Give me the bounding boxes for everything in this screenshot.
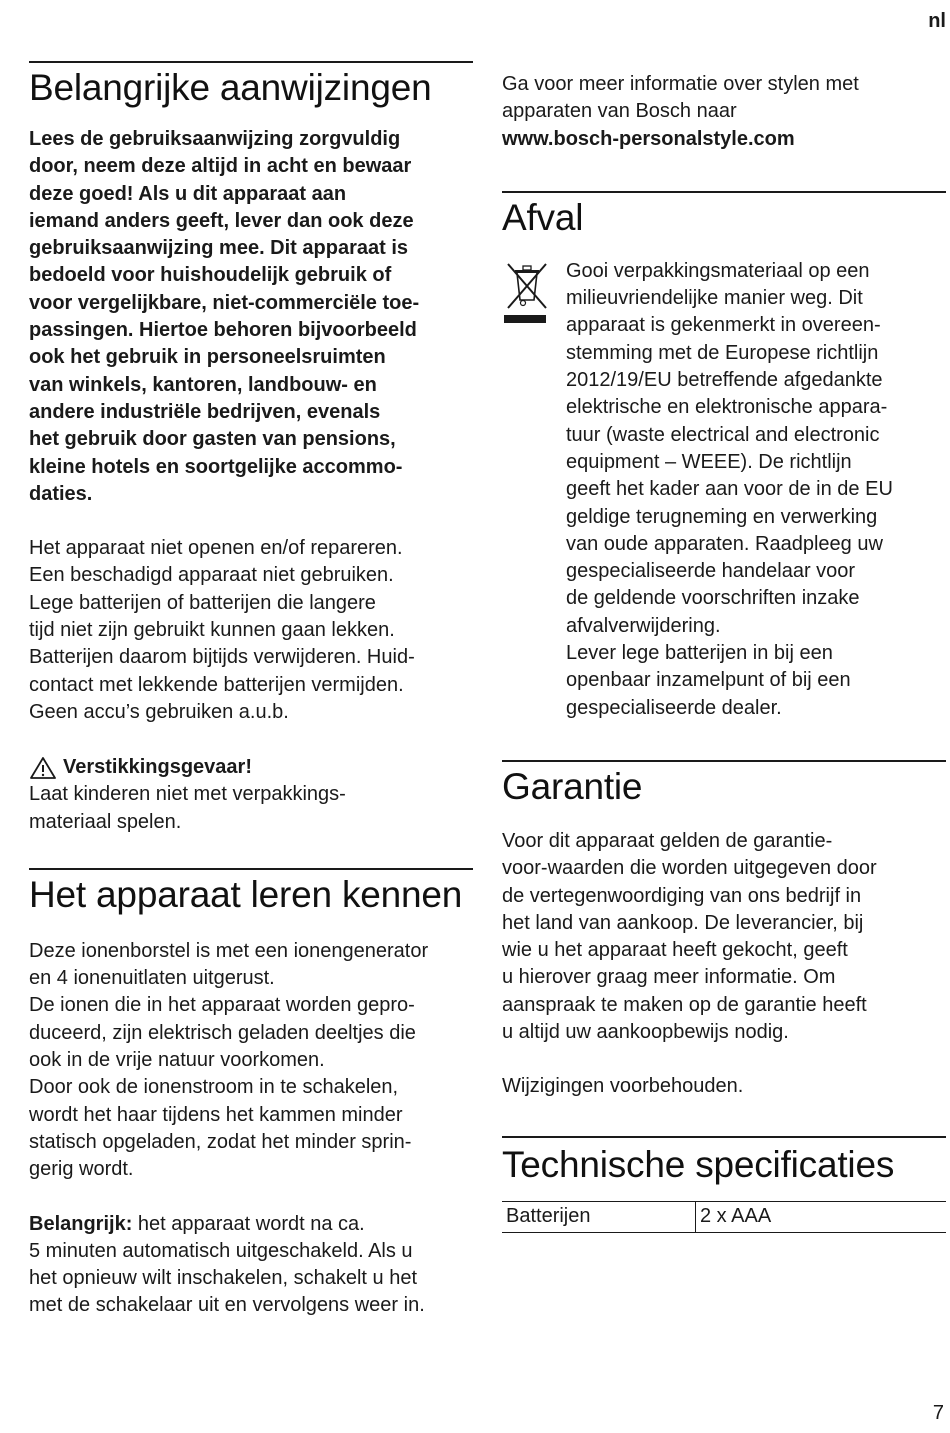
text-line: Geen accu’s gebruiken a.u.b. xyxy=(29,700,289,723)
left-column xyxy=(29,0,473,1320)
table-row xyxy=(502,1201,946,1232)
text-line: milieuvriendelijke manier weg. Dit xyxy=(566,287,863,310)
text-line: het opnieuw wilt inschakelen, schakelt u het xyxy=(29,1267,418,1290)
section-rule xyxy=(502,191,946,193)
right-column xyxy=(502,0,946,1233)
text-line: Deze ionenborstel is met een ionengenerator xyxy=(29,939,429,962)
section-title-afval: Afval xyxy=(502,196,584,238)
text-line: ook het gebruik in personeelsruimten xyxy=(29,346,386,369)
important-text: het apparaat wordt na ca. xyxy=(132,1212,365,1235)
text-line: wordt het haar tijdens het kammen minder xyxy=(29,1103,403,1126)
section-title-get-to-know: Het apparaat leren kennen xyxy=(29,873,463,915)
text-line: daties. xyxy=(29,482,93,505)
text-line: Lege batterijen of batterijen die langere xyxy=(29,591,376,614)
text-line: De ionen die in het apparaat worden gepro- xyxy=(29,994,415,1017)
text-line: wie u het apparaat heeft gekocht, geeft xyxy=(502,939,848,962)
warning-title: Verstikkingsgevaar! xyxy=(63,756,252,779)
text-line: en 4 ionenuitlaten uitgerust. xyxy=(29,967,275,990)
text-line: de geldende voorschriften inzake xyxy=(566,587,860,610)
text-line: het gebruik door gasten van pensions, xyxy=(29,428,396,451)
text-line: Het apparaat niet openen en/of repareren. xyxy=(29,537,403,560)
text-line: elektrische en elektronische appara- xyxy=(566,396,888,419)
text-line: iemand anders geeft, lever dan ook deze xyxy=(29,209,414,232)
text-line: Een beschadigd apparaat niet gebruiken. xyxy=(29,564,394,587)
text-line: afvalverwijdering. xyxy=(566,614,721,637)
intro-paragraph xyxy=(29,938,473,1184)
text-line: 2012/19/EU betreffende afgedankte xyxy=(566,369,883,392)
section-rule xyxy=(29,61,473,63)
text-line: passingen. Hiertoe behoren bijvoorbeeld xyxy=(29,319,417,342)
text-line: andere industriële bedrijven, evenals xyxy=(29,400,381,423)
text-line: statisch opgeladen, zodat het minder sprin- xyxy=(29,1130,412,1153)
weee-crossed-bin-icon xyxy=(502,258,566,722)
text-line: Ga voor meer informatie over stylen met xyxy=(502,73,859,95)
language-code: nl xyxy=(928,10,946,32)
text-line: apparaten van Bosch naar xyxy=(502,100,737,123)
warning-triangle-icon xyxy=(29,756,57,780)
afval-text xyxy=(566,258,893,722)
text-line: 5 minuten automatisch uitgeschakeld. Als u xyxy=(29,1239,413,1262)
section-title-specs: Technische specificaties xyxy=(502,1143,895,1185)
text-line: Batterijen daarom bijtijds verwijderen. Huid- xyxy=(29,646,415,669)
page-number: 7 xyxy=(932,1402,944,1424)
spec-value: 2 x AAA xyxy=(700,1204,772,1227)
text-line: ook in de vrije natuur voorkomen. xyxy=(29,1049,325,1072)
text-line: Lever lege batterijen in bij een xyxy=(566,642,833,665)
text-line: gespecialiseerde handelaar voor xyxy=(566,560,856,583)
text-line: voor vergelijkbare, niet-commerciële toe- xyxy=(29,291,420,314)
spec-key: Batterijen xyxy=(502,1201,696,1232)
text-line: Lees de gebruiksaanwijzing zorgvuldig xyxy=(29,128,401,150)
important-note xyxy=(29,1211,473,1320)
text-line: van winkels, kantoren, landbouw- en xyxy=(29,373,377,396)
warning-block xyxy=(29,754,473,836)
text-line: de vertegenwoordiging van ons bedrijf in xyxy=(502,884,862,907)
text-line: Gooi verpakkingsmateriaal op een xyxy=(566,259,870,282)
website-link[interactable]: www.bosch-personalstyle.com xyxy=(502,127,795,150)
safety-paragraph xyxy=(29,535,473,726)
text-line: Voor dit apparaat gelden de garantie- xyxy=(502,829,833,852)
text-line: apparaat is gekenmerkt in overeen- xyxy=(566,314,881,337)
text-line: aanspraak te maken op de garantie heeft xyxy=(502,993,867,1016)
text-line: Door ook de ionenstroom in te schakelen, xyxy=(29,1076,399,1099)
text-line: gebruiksaanwijzing mee. Dit apparaat is xyxy=(29,237,409,260)
text-line: gerig wordt. xyxy=(29,1158,134,1181)
text-line: u altijd uw aankoopbewijs nodig. xyxy=(502,1021,789,1044)
text-line: Laat kinderen niet met verpakkings- xyxy=(29,783,346,806)
text-line: geeft het kader aan voor de in de EU xyxy=(566,478,893,501)
text-line: materiaal spelen. xyxy=(29,810,182,833)
section-rule xyxy=(502,1136,946,1138)
intro-info xyxy=(502,71,946,153)
section-title-garantie: Garantie xyxy=(502,765,643,807)
text-line: contact met lekkende batterijen vermijden. xyxy=(29,673,404,696)
section-rule xyxy=(502,760,946,762)
important-label: Belangrijk: xyxy=(29,1212,133,1235)
important-bold-paragraph xyxy=(29,126,473,508)
text-line: van oude apparaten. Raadpleeg uw xyxy=(566,532,883,555)
text-line: equipment – WEEE). De richtlijn xyxy=(566,450,852,473)
text-line: voor-waarden die worden uitgegeven door xyxy=(502,857,877,880)
text-line: door, neem deze altijd in acht en bewaar xyxy=(29,155,412,178)
text-line: bedoeld voor huishoudelijk gebruik of xyxy=(29,264,392,287)
text-line: openbaar inzamelpunt of bij een xyxy=(566,669,851,692)
text-line: met de schakelaar uit en vervolgens weer in. xyxy=(29,1294,425,1317)
text-line: deze goed! Als u dit apparaat aan xyxy=(29,182,347,205)
afval-content xyxy=(502,258,946,722)
changes-note: Wijzigingen voorbehouden. xyxy=(502,1075,744,1098)
text-line: u hierover graag meer informatie. Om xyxy=(502,966,836,989)
warning-heading xyxy=(29,754,473,781)
section-rule xyxy=(29,868,473,870)
garantie-paragraph xyxy=(502,828,946,1046)
text-line: tijd niet zijn gebruikt kunnen gaan lekken. xyxy=(29,619,395,642)
text-line xyxy=(29,1211,473,1238)
text-line: duceerd, zijn elektrisch geladen deeltjes die xyxy=(29,1021,416,1044)
text-line: stemming met de Europese richtlijn xyxy=(566,341,879,364)
text-line: gespecialiseerde dealer. xyxy=(566,696,782,719)
specs-table xyxy=(502,1201,946,1233)
text-line: tuur (waste electrical and electronic xyxy=(566,423,880,446)
text-line: geldige terugneming en verwerking xyxy=(566,505,878,528)
section-title-important: Belangrijke aanwijzingen xyxy=(29,67,432,108)
text-line: kleine hotels en soortgelijke accommo- xyxy=(29,455,403,478)
text-line: het land van aankoop. De leverancier, bij xyxy=(502,911,864,934)
